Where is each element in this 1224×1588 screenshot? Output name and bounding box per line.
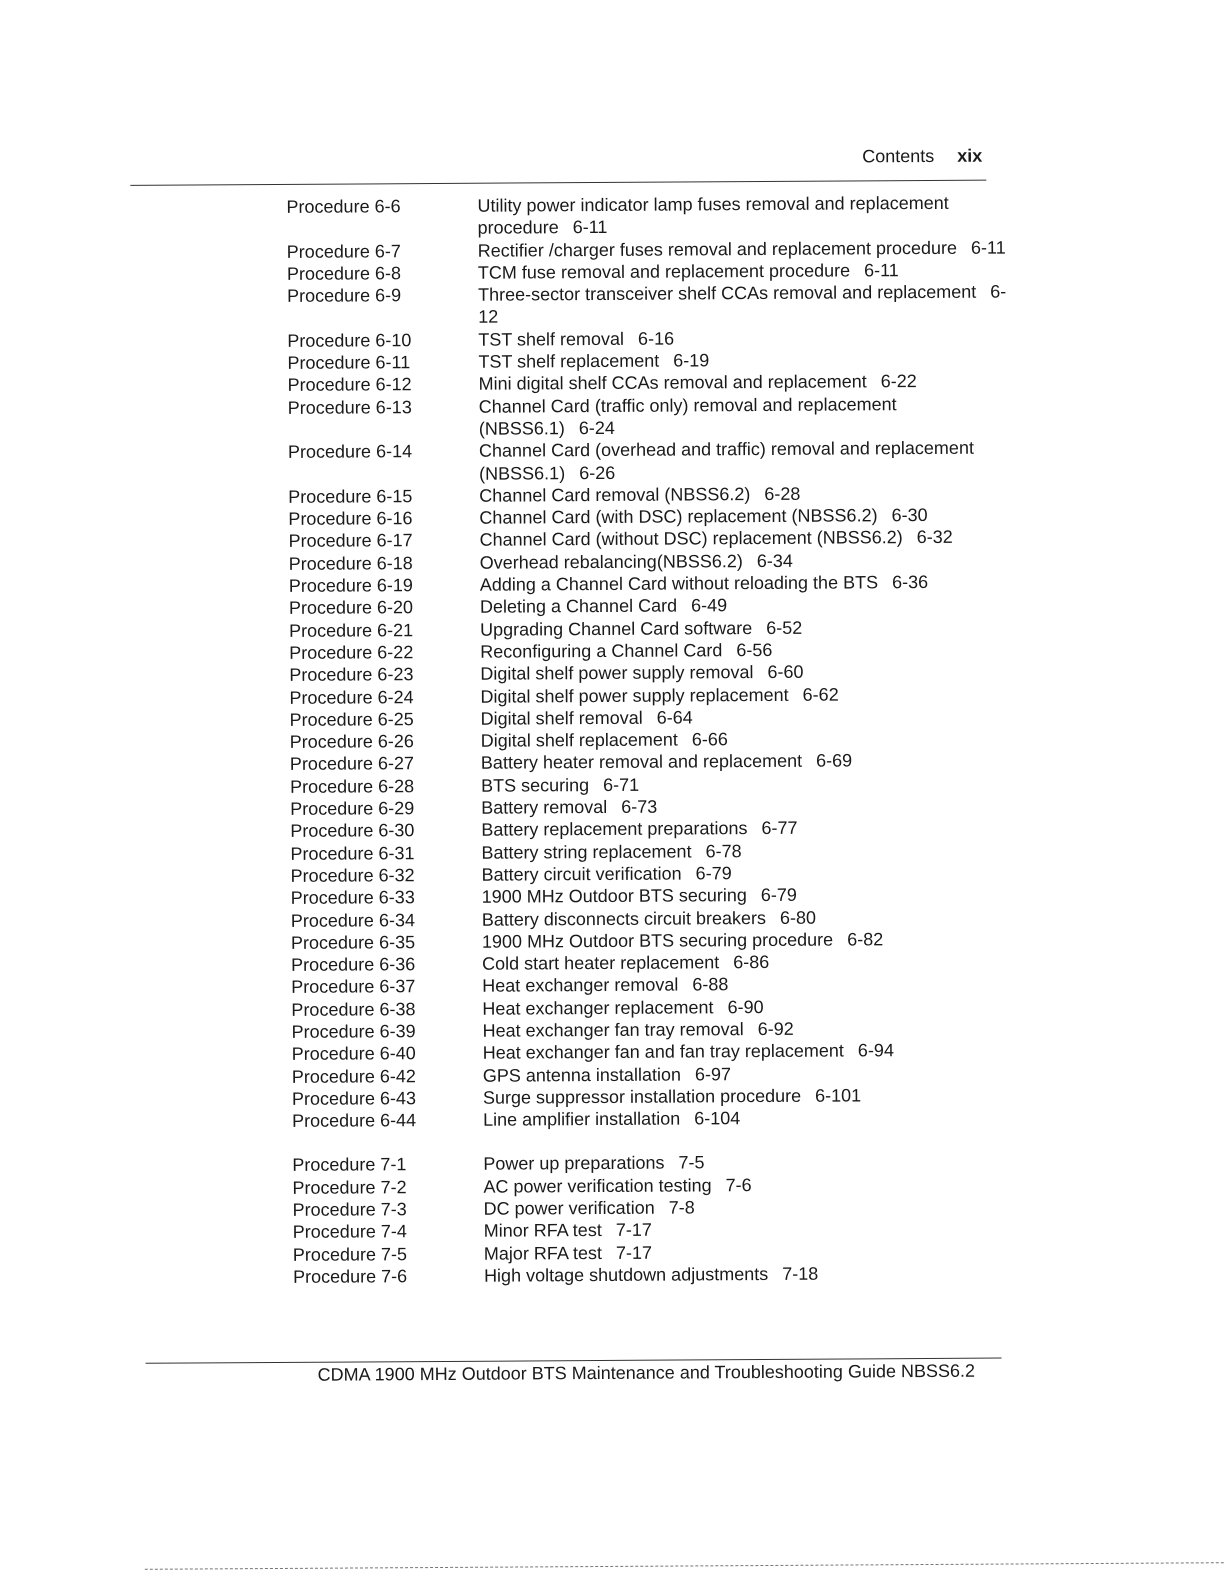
procedure-page-ref: 6-28 [764,483,801,504]
procedure-page-ref: 6-79 [695,863,732,884]
procedure-page-ref: 6-82 [847,929,884,950]
procedure-title [482,972,1011,998]
procedure-title [480,548,1009,574]
procedure-title-text: Channel Card (overhead and traffic) removal and replacement (NBSS6.1) [478,437,974,484]
procedure-title [481,704,1010,730]
procedure-title [479,481,1008,507]
procedure-title-text: Mini digital shelf CCAs removal and replacement [478,371,867,395]
procedure-title-text: Heat exchanger fan tray removal [482,1019,744,1041]
procedure-number: Procedure 6-31 [290,842,415,864]
procedure-page-ref: 6-32 [916,527,953,548]
procedure-title [481,727,1010,753]
procedure-page-ref: 6-36 [891,572,929,593]
procedure-title [483,1061,1012,1087]
procedure-title-text: Surge suppressor installation procedure [482,1085,802,1108]
toc-entry [288,437,1008,486]
running-header [862,146,982,168]
procedure-title [480,571,1009,597]
procedure-number: Procedure 6-13 [287,396,412,418]
procedure-number: Procedure 6-17 [288,530,413,552]
procedure-number: Procedure 7-4 [292,1221,407,1243]
procedure-title [484,1239,1013,1265]
procedure-title-text: Digital shelf replacement [480,729,678,751]
procedure-title [483,1039,1012,1065]
procedure-number: Procedure 6-37 [291,976,416,998]
procedure-title-text: TST shelf replacement [478,350,660,372]
procedure-title-text: Digital shelf power supply replacement [480,684,789,707]
procedure-page-ref: 6-56 [736,639,773,661]
procedure-title [481,838,1010,864]
procedure-title-text: Channel Card (without DSC) replacement (NBSS6.2) [479,527,903,551]
procedure-number: Procedure 6-44 [292,1110,417,1132]
procedure-page-ref: 6-104 [694,1108,741,1129]
procedure-title-text: Overhead rebalancing(NBSS6.2) [479,550,743,573]
procedure-number: Procedure 6-9 [286,285,402,307]
procedure-page-ref: 6-11 [970,237,1006,258]
procedure-page-ref: 6-22 [880,371,917,392]
procedure-title [479,504,1008,530]
procedure-page-ref: 7-8 [668,1197,695,1218]
procedure-title-text: 1900 MHz Outdoor BTS securing [481,885,747,907]
procedure-title-text: Major RFA test [483,1242,602,1264]
procedure-title [482,950,1011,976]
procedure-title [484,1217,1013,1243]
procedure-title [483,1172,1012,1198]
procedure-page-ref: 6-86 [733,952,770,973]
procedure-page-ref: 6-16 [637,328,675,349]
procedure-page-ref: 6-64 [656,707,693,728]
procedure-number: Procedure 6-20 [288,597,414,619]
procedure-number: Procedure 6-38 [291,998,416,1020]
procedure-number: Procedure 6-7 [286,240,401,262]
procedure-title-text: TCM fuse removal and replacement procedure [477,260,851,283]
procedure-title [482,1016,1011,1042]
procedure-page-ref: 6-12 [478,281,1007,328]
procedure-page-ref: 6-80 [779,907,817,928]
procedure-number: Procedure 6-30 [290,820,415,842]
procedure-title-text: Digital shelf removal [480,707,643,729]
procedure-title-text: Battery removal [481,796,608,818]
procedure-title [478,281,1007,329]
procedure-page-ref: 6-66 [691,729,728,750]
procedure-page-ref: 6-69 [815,750,853,772]
procedure-title-text: Battery heater removal and replacement [480,751,803,774]
procedure-number: Procedure 6-23 [289,664,414,686]
procedure-number: Procedure 7-5 [292,1243,408,1265]
procedure-title [481,794,1010,820]
procedure-title-text: Line amplifier installation [483,1108,681,1130]
toc-entry [293,1261,1013,1288]
procedure-title [480,637,1009,663]
procedure-page-ref: 7-18 [782,1263,819,1284]
procedure-title-text: Adding a Channel Card without reloading the BTS [479,572,879,595]
procedure-number: Procedure 6-10 [287,329,412,351]
procedure-number: Procedure 7-1 [292,1154,407,1176]
procedure-title [483,1083,1012,1109]
procedure-number: Procedure 6-32 [290,865,415,886]
procedure-page-ref: 6-62 [802,684,839,705]
toc-entry [286,192,1006,241]
procedure-number: Procedure 6-42 [291,1065,416,1087]
procedure-number: Procedure 6-24 [289,686,414,708]
procedure-title-text: AC power verification testing [483,1175,712,1197]
procedure-number: Procedure 6-34 [290,909,415,931]
procedure-title-text: DC power verification [483,1197,655,1219]
procedure-title [482,905,1011,931]
procedure-title [478,236,1007,262]
procedure-number: Procedure 6-33 [290,887,415,909]
procedure-number: Procedure 6-15 [288,486,413,507]
procedure-title [479,370,1008,396]
procedure-title-text: High voltage shutdown adjustments [483,1263,769,1286]
procedure-title [481,749,1010,775]
page-number: xix [957,145,983,166]
procedure-title [481,771,1010,797]
procedure-title-text: GPS antenna installation [482,1064,681,1086]
procedure-title-text: Channel Card removal (NBSS6.2) [479,483,751,506]
procedure-title-text: 1900 MHz Outdoor BTS securing procedure [481,929,834,952]
procedure-title [481,816,1010,842]
procedure-title [484,1195,1013,1221]
procedure-title-text: Channel Card (traffic only) removal and replacement (NBSS6.1) [478,393,897,439]
procedure-page-ref: 6-77 [761,818,798,839]
scan-edge-line [145,1562,1224,1570]
procedure-title [479,392,1008,440]
procedure-title-text: Utility power indicator lamp fuses removal and replacement procedure [477,192,949,239]
procedure-page-ref: 6-11 [864,260,899,281]
procedure-title [480,682,1009,708]
procedure-title [482,994,1011,1020]
procedure-page-ref: 7-17 [615,1220,652,1241]
procedure-number: Procedure 6-11 [287,352,411,373]
procedure-number: Procedure 6-12 [287,374,412,396]
procedure-page-ref: 6-11 [572,217,608,238]
procedure-number: Procedure 6-35 [290,931,416,953]
procedure-number: Procedure 6-36 [291,954,416,975]
procedure-page-ref: 6-24 [578,417,615,439]
procedure-title [477,192,1006,240]
procedure-page-ref: 6-78 [705,840,742,861]
procedure-page-ref: 6-60 [767,661,804,683]
procedure-page-ref: 6-30 [891,505,928,526]
procedure-number: Procedure 6-6 [286,196,401,217]
procedure-number: Procedure 6-16 [288,508,413,530]
procedure-title-text: Heat exchanger replacement [482,996,714,1019]
procedure-title-text: Deleting a Channel Card [479,595,678,618]
procedure-title [484,1261,1013,1287]
procedure-page-ref: 6-71 [603,774,640,795]
procedure-number: Procedure 6-14 [287,441,413,463]
procedure-title-text: Battery circuit verification [481,863,682,885]
procedure-page-ref: 6-97 [694,1063,732,1085]
toc-entry [292,1106,1012,1133]
procedure-page-ref: 6-92 [757,1018,794,1040]
procedure-title-text: Battery disconnects circuit breakers [481,907,767,930]
running-footer: CDMA 1900 MHz Outdoor BTS Maintenance and Troubleshooting Guide NBSS6.2 [317,1360,976,1385]
procedure-number: Procedure 7-3 [292,1199,407,1220]
procedure-title-text: Three-sector transceiver shelf CCAs removal and replacement [477,281,977,305]
procedure-number: Procedure 6-25 [289,708,414,730]
procedure-number: Procedure 6-8 [286,263,402,284]
procedure-number: Procedure 6-26 [289,731,414,753]
procedure-title [479,437,1008,485]
header-rule [130,180,986,186]
procedure-title [478,348,1007,374]
procedure-number: Procedure 6-18 [288,552,413,574]
procedure-title-text: Cold start heater replacement [482,952,720,974]
procedure-number: Procedure 6-22 [289,642,414,663]
header-label: Contents [862,145,935,167]
procedure-number: Procedure 6-19 [288,575,413,596]
procedure-title [480,660,1009,686]
procedure-title-text: Power up preparations [483,1153,665,1175]
procedure-number: Procedure 6-40 [291,1043,416,1065]
procedure-title [482,927,1011,953]
procedure-page-ref: 6-52 [766,617,803,638]
procedure-title-text: Minor RFA test [483,1220,602,1242]
procedure-number: Procedure 6-39 [291,1021,416,1042]
procedure-title [478,258,1007,284]
toc-entry [287,281,1007,330]
procedure-page-ref: 6-73 [621,796,658,817]
procedure-page-ref: 6-19 [673,350,710,371]
procedure-title-text: Channel Card (with DSC) replacement (NBSS6.2) [479,505,878,528]
procedure-title-text: Heat exchanger fan and fan tray replacement [482,1040,844,1064]
procedure-title [483,1106,1012,1132]
procedure-title-text: Rectifier /charger fuses removal and replacement procedure [477,237,958,261]
procedure-title [479,526,1008,552]
procedure-title-text: TST shelf removal [478,328,625,350]
procedure-page-ref: 6-34 [756,550,793,571]
procedure-number: Procedure 6-21 [289,619,414,641]
procedure-title [480,593,1009,619]
procedure-title-text: Upgrading Channel Card software [480,617,753,640]
procedure-title-text: Reconfiguring a Channel Card [480,640,723,662]
procedure-title-text: Battery replacement preparations [481,818,748,841]
procedure-number: Procedure 6-43 [291,1088,417,1109]
procedure-page-ref: 7-6 [725,1174,752,1196]
procedure-page-ref: 6-79 [760,885,797,906]
procedure-number: Procedure 6-27 [289,753,415,775]
toc-entry [288,392,1008,441]
procedure-title [483,1150,1012,1176]
procedure-number: Procedure 6-28 [289,775,415,797]
procedure-number: Procedure 7-6 [292,1266,408,1287]
procedure-title [478,325,1007,351]
procedure-page-ref: 6-88 [692,974,729,995]
procedure-page-ref: 6-26 [579,462,616,483]
procedure-title [482,860,1011,886]
procedure-number: Procedure 6-29 [290,798,415,819]
procedure-page-ref: 6-49 [691,595,728,616]
procedure-title-text: Digital shelf power supply removal [480,662,754,684]
procedure-page-ref: 7-17 [615,1242,653,1263]
procedure-title-text: Heat exchanger removal [482,974,679,997]
procedure-title [480,615,1009,641]
procedure-page-ref: 6-101 [815,1085,862,1106]
procedure-page-ref: 6-90 [727,996,764,1017]
procedure-title-text: BTS securing [480,774,590,796]
procedure-number: Procedure 7-2 [292,1176,407,1198]
procedure-title-text: Battery string replacement [481,841,692,863]
procedure-page-ref: 7-5 [678,1152,705,1173]
procedure-title [482,883,1011,909]
procedure-page-ref: 6-94 [857,1040,894,1061]
procedure-list [286,192,1013,1289]
